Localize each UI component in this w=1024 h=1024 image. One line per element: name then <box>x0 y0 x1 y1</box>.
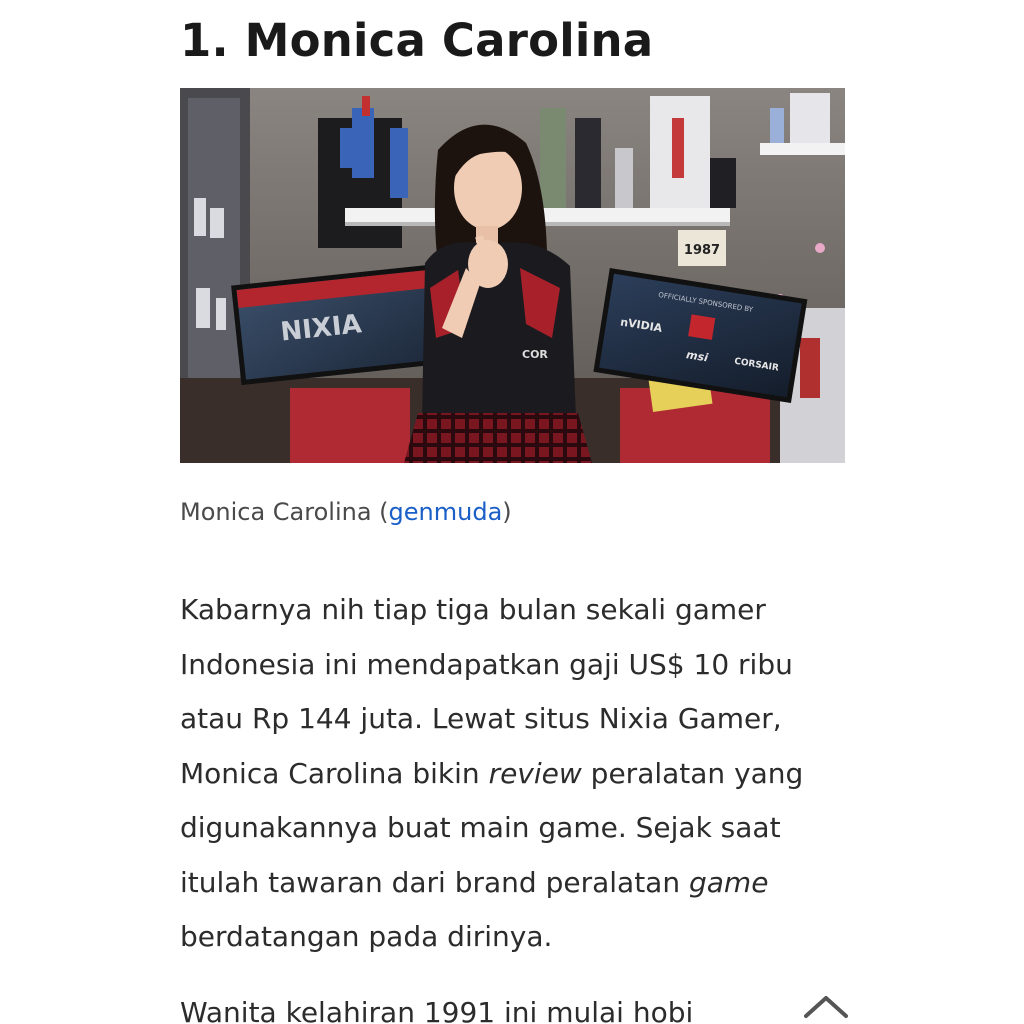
monitor-brand-nvidia: nVIDIA <box>619 315 664 335</box>
monitor-right-header: OFFICIALLY SPONSORED BY <box>657 291 754 314</box>
paragraph-text: Kabarnya nih tiap tiga bulan sekali gamer Indonesia ini mendapatkan gaji US$ 10 ribu atau Rp 144 juta. Lewat situs Nixia Gamer, Monica Carolina bikin <box>180 593 793 790</box>
photo-caption <box>180 496 512 528</box>
caption-source-link[interactable]: genmuda <box>388 498 503 526</box>
caption-text: Monica Carolina ( <box>180 498 389 526</box>
article-heading: 1. Monica Carolina <box>180 14 654 67</box>
monitor-brand-corsair: CORSAIR <box>733 356 780 374</box>
article <box>180 0 845 1024</box>
monitor-left-logo: NIXIA <box>279 309 364 348</box>
paragraph-text: berdatangan pada dirinya. <box>180 920 553 953</box>
scroll-to-top-button[interactable] <box>796 986 856 1024</box>
article-paragraph <box>180 583 845 965</box>
svg-text:COR: COR <box>522 348 548 361</box>
shelf-sign: 1987 <box>683 243 721 258</box>
paragraph-text: peralatan yang digunakannya buat main game. Sejak saat itulah tawaran dari brand peralatan <box>180 756 804 899</box>
paragraph-emphasis-review: review <box>488 756 582 790</box>
chevron-up-icon <box>796 986 856 1024</box>
caption-suffix: ) <box>502 498 512 526</box>
monitor-brand-msi: msi <box>685 348 709 365</box>
paragraph-emphasis-game: game <box>688 865 769 899</box>
article-photo <box>180 88 845 463</box>
article-paragraph-next: Wanita kelahiran 1991 ini mulai hobi <box>180 996 694 1024</box>
